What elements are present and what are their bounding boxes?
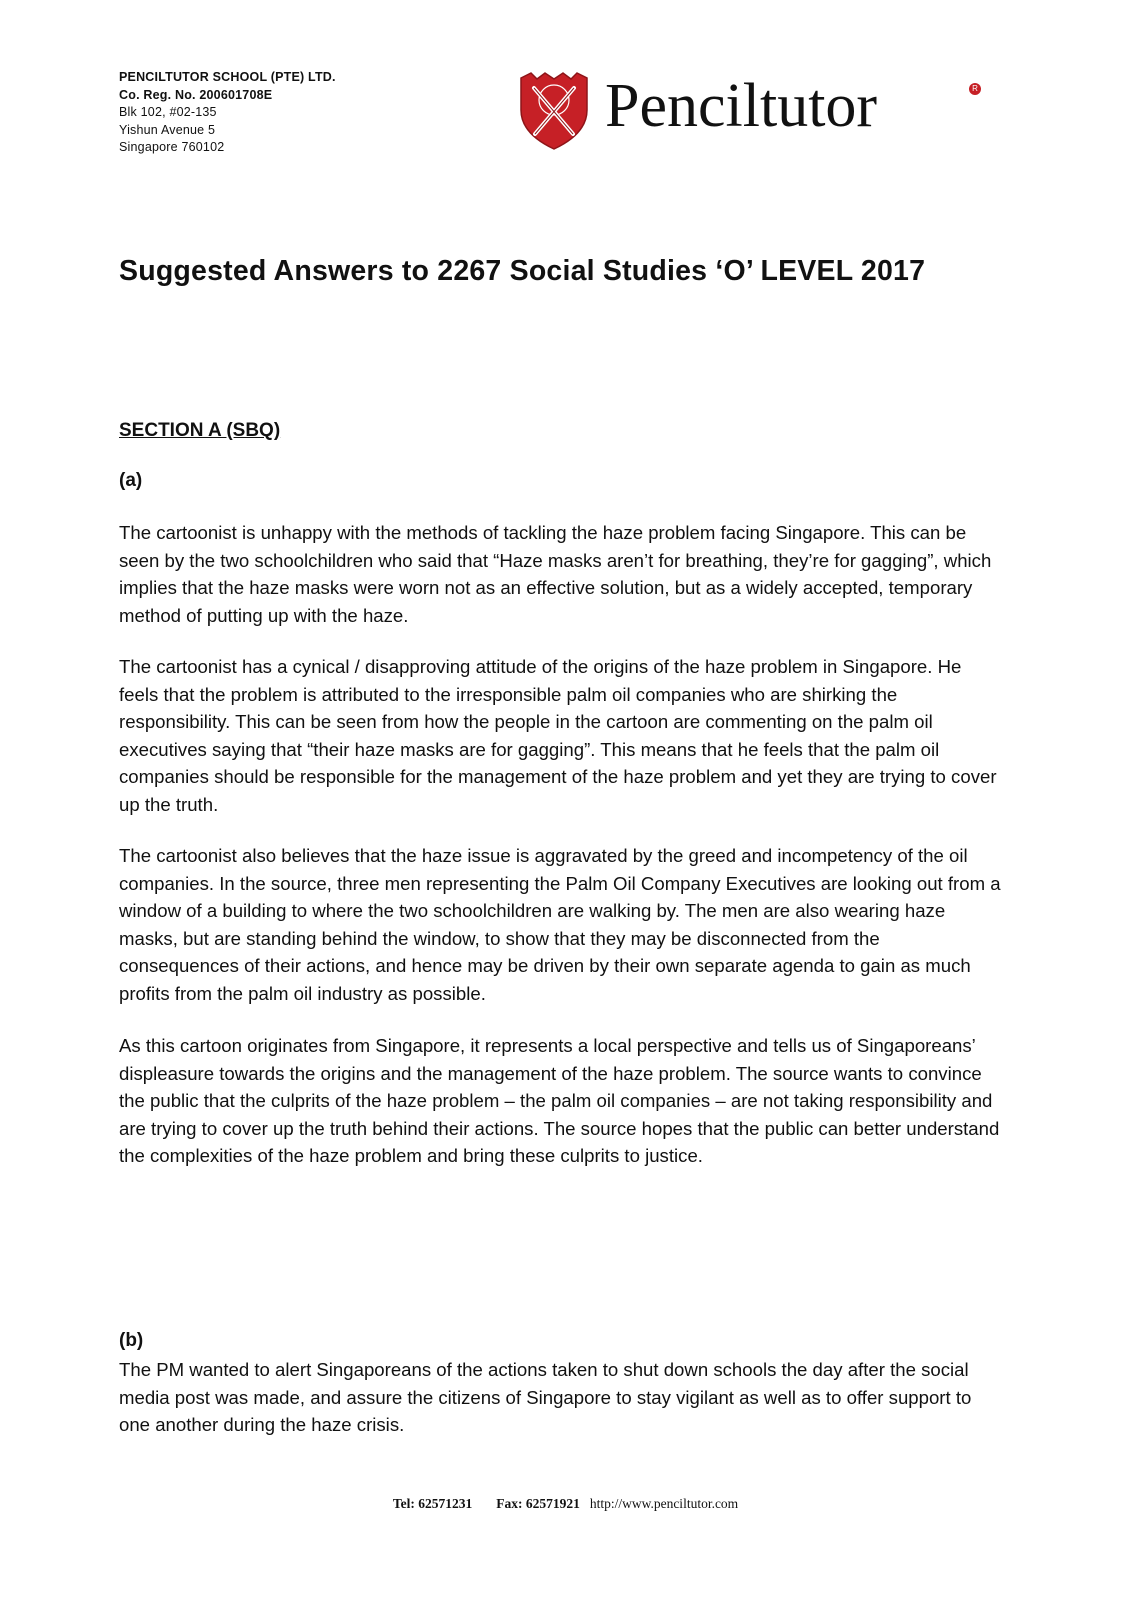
shield-icon: [517, 70, 591, 150]
address-line-1: Blk 102, #02-135: [119, 105, 217, 119]
footer-fax: Fax: 62571921: [496, 1496, 580, 1511]
question-b-label: (b): [119, 1330, 144, 1351]
answer-a-paragraph-3: The cartoonist also believes that the haze issue is aggravated by the greed and incompetency of the oil companies. In the source, three men representing the Palm Oil Company Executives are looking out from a window of a building to where the two schoolchildren are walking by. The men are also wearing haze masks, but are standing behind the window, to show that they may be disconnected from the consequences of their actions, and hence may be driven by their own separate agenda to gain as much profits from the palm oil industry as possible.: [119, 845, 1001, 1004]
footer-tel: Tel: 62571231: [392, 1496, 473, 1511]
penciltutor-logo: [517, 70, 987, 152]
page-title: Suggested Answers to 2267 Social Studies ‘O’ LEVEL 2017: [119, 255, 926, 287]
address-line-3: Singapore 760102: [119, 140, 225, 154]
answer-a-paragraph-2: The cartoonist has a cynical / disapproving attitude of the origins of the haze problem in Singapore. He feels that the problem is attributed to the irresponsible palm oil companies who are shirking the responsibility. This can be seen from how the people in the cartoon are commenting on the palm oil executives saying that “their haze masks are for gagging”. This means that he feels that the palm oil companies should be responsible for the management of the haze problem and yet they are trying to cover up the truth.: [119, 656, 997, 815]
company-name: PENCILTUTOR SCHOOL (PTE) LTD.: [119, 70, 336, 84]
footer-website[interactable]: http://www.penciltutor.com: [589, 1496, 739, 1511]
footer-contact: [0, 1496, 1131, 1512]
company-info: [119, 69, 336, 157]
answer-b-paragraph-1: The PM wanted to alert Singaporeans of the actions taken to shut down schools the day after the social media post was made, and assure the citizens of Singapore to stay vigilant as well as to offer support to one another during the haze crisis.: [119, 1359, 972, 1436]
section-a-heading: SECTION A (SBQ): [119, 420, 281, 441]
logo-wordmark: Penciltutor: [605, 72, 878, 140]
answer-a-paragraph-1: The cartoonist is unhappy with the methods of tackling the haze problem facing Singapore. This can be seen by the two schoolchildren who said that “Haze masks aren’t for breathing, they’re for gagging”, which implies that the haze masks were worn not as an effective solution, but as a widely accepted, temporary method of putting up with the haze.: [119, 522, 992, 626]
registered-mark-icon: R: [969, 83, 981, 95]
question-a-label: (a): [119, 470, 143, 491]
answer-a-paragraph-4: As this cartoon originates from Singapore, it represents a local perspective and tells us of Singaporeans’ displeasure towards the origins and the management of the haze problem. The source wants to convince the public that the culprits of the haze problem – the palm oil companies – are not taking responsibility and are trying to cover up the truth behind their actions. The source hopes that the public can better understand the complexities of the haze problem and bring these culprits to justice.: [119, 1035, 1000, 1167]
company-reg-no: Co. Reg. No. 200601708E: [119, 87, 273, 102]
address-line-2: Yishun Avenue 5: [119, 122, 216, 137]
